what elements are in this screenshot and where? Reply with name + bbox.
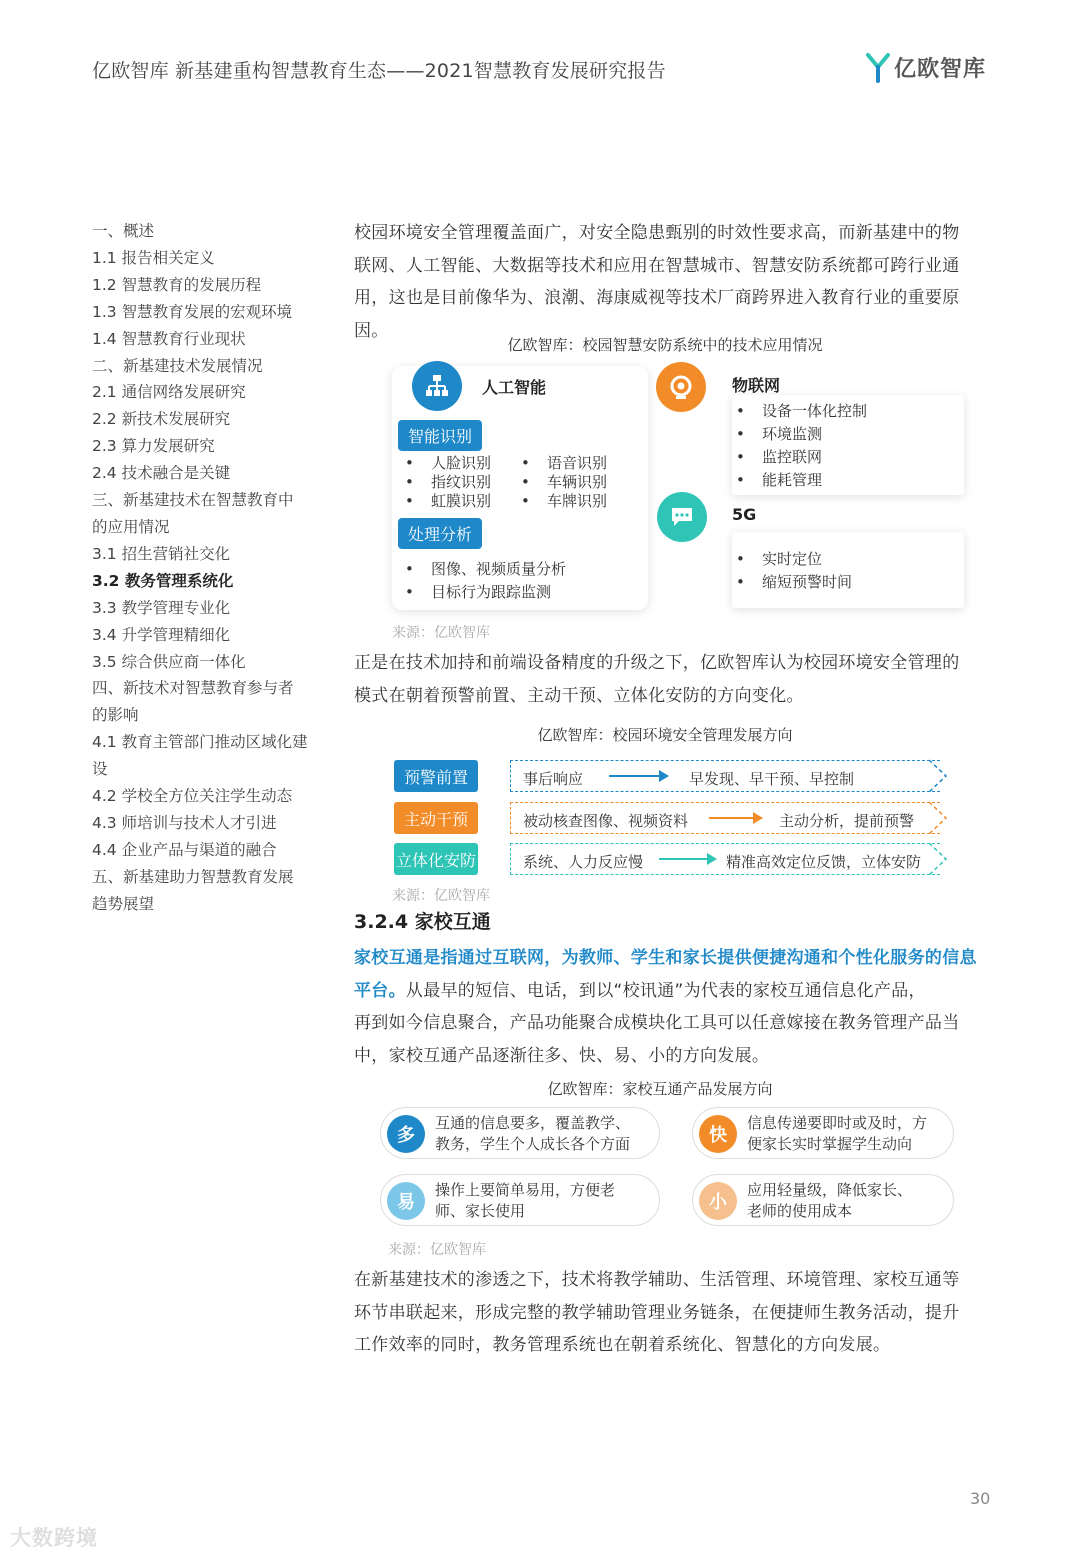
- card-line: 应用轻量级，降低家长、: [747, 1181, 913, 1199]
- arrow-right-icon: [709, 817, 761, 819]
- toc-item[interactable]: 三、新基建技术在智慧教育中: [92, 491, 294, 510]
- list-item: • 设备一体化控制: [762, 402, 867, 421]
- final-line: 工作效率的同时，教务管理系统也在朝着系统化、智慧化的方向发展。: [354, 1335, 891, 1355]
- final-line: 在新基建技术的渗透之下，技术将教学辅助、生活管理、环境管理、家校互通等: [354, 1270, 960, 1290]
- fast-icon: 快: [699, 1115, 737, 1153]
- small-icon: 小: [699, 1182, 737, 1220]
- card-line: 老师的使用成本: [747, 1202, 853, 1220]
- card-text: [747, 1113, 927, 1155]
- direction-card: [380, 1174, 660, 1226]
- toc-item[interactable]: 2.4 技术融合是关键: [92, 464, 231, 483]
- toc-item[interactable]: 一、概述: [92, 222, 155, 240]
- chevron-right-icon: [928, 801, 948, 836]
- list-item: • 目标行为跟踪监测: [431, 583, 551, 602]
- direction-card: [692, 1174, 954, 1226]
- toc-item[interactable]: 3.3 教学管理专业化: [92, 598, 231, 617]
- toc-item[interactable]: 的应用情况: [92, 517, 170, 536]
- intro-paragraph: [354, 217, 994, 347]
- section-heading: 3.2.4 家校互通: [354, 911, 491, 933]
- paragraph-text: 从最早的短信、电话，到以“校讯通”为代表的家校互通信息化产品，: [405, 980, 926, 1001]
- card-line: 信息传递要即时或及时，方: [747, 1114, 928, 1132]
- chat-icon: [657, 492, 707, 542]
- logo: [866, 52, 986, 83]
- figure-3-title: 亿欧智库：家校互通产品发展方向: [547, 1080, 773, 1098]
- figure-2-source: 来源：亿欧智库: [392, 888, 490, 904]
- easy-icon: 易: [387, 1182, 425, 1220]
- toc-item[interactable]: 1.2 智慧教育的发展历程: [92, 275, 262, 294]
- analysis-tag: 处理分析: [398, 518, 482, 549]
- iot-title: 物联网: [732, 376, 781, 395]
- card-text: [435, 1180, 615, 1222]
- mid-line: 模式在朝着预警前置、主动干预、立体化安防的方向变化。: [354, 685, 804, 706]
- toc-item[interactable]: 3.5 综合供应商一体化: [92, 652, 246, 671]
- list-item: • 能耗管理: [762, 471, 822, 490]
- toc-item[interactable]: 3.2 教务管理系统化: [92, 571, 234, 590]
- camera-icon: [656, 362, 706, 412]
- toc-item[interactable]: 四、新技术对智慧教育参与者: [92, 679, 294, 698]
- card-line: 便家长实时掌握学生动向: [747, 1135, 913, 1153]
- figure-3-source: 来源：亿欧智库: [388, 1242, 486, 1258]
- card-line: 教务，学生个人成长各个方面: [435, 1135, 631, 1153]
- toc-item[interactable]: 3.1 招生营销社交化: [92, 544, 231, 563]
- arrow-right-icon: [659, 858, 715, 860]
- figure-1-title: 亿欧智库：校园智慧安防系统中的技术应用情况: [507, 336, 823, 354]
- card-text: [747, 1180, 912, 1222]
- ai-title: 人工智能: [482, 378, 547, 397]
- list-item: • 车牌识别: [547, 492, 607, 511]
- intro-line: 校园环境安全管理覆盖面广，对安全隐患甄别的时效性要求高，而新基建中的物: [354, 223, 960, 243]
- smart-recognition-tag: 智能识别: [398, 420, 482, 451]
- toc-item[interactable]: 1.3 智慧教育发展的宏观环境: [92, 302, 293, 321]
- toc-item[interactable]: 1.4 智慧教育行业现状: [92, 329, 246, 348]
- direction-to: 精准高效定位反馈，立体安防: [726, 853, 922, 871]
- list-item: • 监控联网: [762, 448, 822, 467]
- intro-line: 用，这也是目前像华为、浪潮、海康威视等技术厂商跨界进入教育行业的重要原: [354, 288, 960, 308]
- list-item: • 虹膜识别: [431, 492, 491, 511]
- direction-to: 早发现、早干预、早控制: [689, 770, 855, 788]
- toc-item[interactable]: 设: [92, 760, 108, 779]
- card-line: 师、家长使用: [435, 1202, 526, 1220]
- list-item: • 环境监测: [762, 425, 822, 444]
- paragraph-line: 中，家校互通产品逐渐往多、快、易、小的方向发展。: [354, 1045, 770, 1066]
- direction-box: [510, 802, 940, 834]
- fiveg-title: 5G: [732, 505, 757, 524]
- paragraph-line: 再到如今信息聚合，产品功能聚合成模块化工具可以任意嫁接在教务管理产品当: [354, 1013, 960, 1033]
- list-item: • 缩短预警时间: [762, 573, 852, 592]
- toc-item[interactable]: 2.3 算力发展研究: [92, 437, 215, 456]
- intro-line: 因。: [354, 320, 389, 341]
- card-line: 操作上要简单易用，方便老: [435, 1181, 616, 1199]
- chevron-right-icon: [928, 759, 948, 794]
- card-text: [435, 1113, 630, 1155]
- toc-item[interactable]: 2.1 通信网络发展研究: [92, 383, 246, 402]
- final-paragraph: [354, 1264, 994, 1362]
- direction-from: 被动核查图像、视频资料: [523, 812, 689, 830]
- toc-item[interactable]: 4.2 学校全方位关注学生动态: [92, 787, 293, 806]
- figure-2-title: 亿欧智库：校园环境安全管理发展方向: [537, 726, 793, 744]
- direction-to: 主动分析，提前预警: [779, 812, 915, 830]
- list-item: • 图像、视频质量分析: [431, 560, 566, 579]
- network-icon: [412, 361, 462, 411]
- toc-item[interactable]: 4.1 教育主管部门推动区域化建: [92, 733, 308, 752]
- table-of-contents: [92, 218, 322, 918]
- toc-item[interactable]: 五、新基建助力智慧教育发展: [92, 867, 294, 886]
- direction-box: [510, 760, 940, 792]
- list-item: • 车辆识别: [547, 473, 607, 492]
- toc-item[interactable]: 3.4 升学管理精细化: [92, 625, 231, 644]
- watermark: 大数跨境: [10, 1526, 98, 1550]
- many-icon: 多: [387, 1115, 425, 1153]
- page-number: 30: [970, 1489, 991, 1508]
- report-title: 亿欧智库 新基建重构智慧教育生态——2021智慧教育发展研究报告: [92, 60, 666, 82]
- toc-item[interactable]: 4.4 企业产品与渠道的融合: [92, 840, 277, 859]
- direction-box: [510, 843, 940, 875]
- logo-text: 亿欧智库: [894, 57, 987, 82]
- direction-tag: 立体化安防: [394, 843, 478, 875]
- list-item: • 实时定位: [762, 550, 822, 569]
- mid-line: 正是在技术加持和前端设备精度的升级之下，亿欧智库认为校园环境安全管理的: [354, 653, 960, 673]
- list-item: • 人脸识别: [431, 454, 491, 473]
- direction-card: [692, 1107, 954, 1159]
- definition-highlight: 家校互通是指通过互联网，为教师、学生和家长提供便捷沟通和个性化服务的信息平台。: [354, 948, 977, 1001]
- card-line: 互通的信息要多，覆盖教学、: [435, 1114, 631, 1132]
- toc-item[interactable]: 4.3 师培训与技术人才引进: [92, 813, 277, 832]
- toc-item[interactable]: 趋势展望: [92, 894, 155, 913]
- fiveg-card: [732, 532, 964, 608]
- toc-item[interactable]: 二、新基建技术发展情况: [92, 356, 263, 375]
- direction-tag: 主动干预: [394, 802, 478, 834]
- toc-item[interactable]: 2.2 新技术发展研究: [92, 410, 231, 429]
- chevron-right-icon: [928, 842, 948, 877]
- logo-icon: [866, 53, 890, 83]
- intro-line: 联网、人工智能、大数据等技术和应用在智慧城市、智慧安防系统都可跨行业通: [354, 255, 960, 276]
- list-item: • 语音识别: [547, 454, 607, 473]
- direction-card: [380, 1107, 660, 1159]
- final-line: 环节串联起来，形成完整的教学辅助管理业务链条，在便捷师生教务活动，提升: [354, 1302, 960, 1323]
- mid-paragraph: [354, 647, 994, 712]
- figure-1-source: 来源：亿欧智库: [392, 625, 490, 641]
- arrow-right-icon: [609, 775, 667, 777]
- toc-item[interactable]: 的影响: [92, 706, 139, 725]
- toc-item[interactable]: 1.1 报告相关定义: [92, 248, 215, 267]
- list-item: • 指纹识别: [431, 473, 491, 492]
- home-school-paragraph: [354, 942, 994, 1072]
- direction-from: 事后响应: [523, 770, 584, 788]
- direction-tag: 预警前置: [394, 760, 478, 792]
- direction-from: 系统、人力反应慢: [523, 853, 644, 871]
